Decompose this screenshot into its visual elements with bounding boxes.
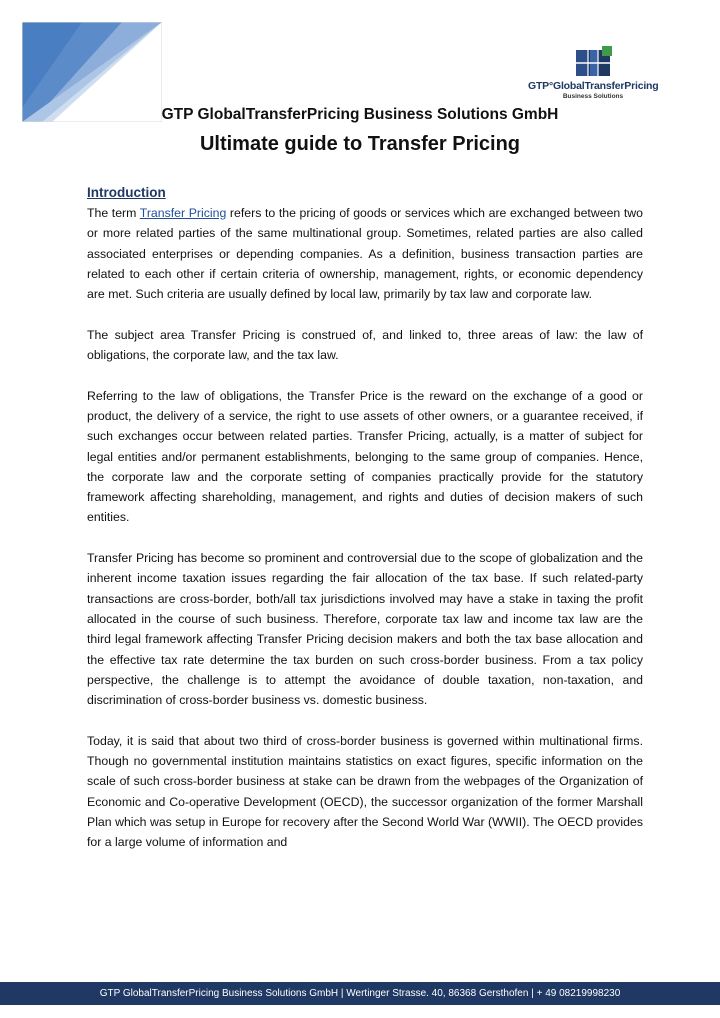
page-footer: GTP GlobalTransferPricing Business Solutions GmbH | Wertinger Strasse. 40, 86368 Gersthofen | + 49 08219998230 — [0, 982, 720, 1005]
transfer-pricing-link[interactable]: Transfer Pricing — [139, 206, 227, 220]
paragraph-4: Transfer Pricing has become so prominent and controversial due to the scope of globalization and the inherent income taxation issues regarding the fair allocation of the tax base. If such related-party transactions are cross-border, both/all tax jurisdictions involved may have a stake in taxing the profit allocated in the course of such business. Therefore, corporate tax law and income tax law are the third legal framework affecting Transfer Pricing decision makers and both the tax base allocation and the effective tax rate determine the tax burden on such cross-border business. From a tax policy perspective, the challenge is to attempt the avoidance of double taxation, non-taxation, and discrimination of cross-border business vs. domestic business. — [87, 551, 643, 708]
logo-subtext: Business Solutions — [562, 93, 624, 100]
paragraph-2: The subject area Transfer Pricing is construed of, and linked to, three areas of law: the law of obligations, the corporate law, and the tax law. — [87, 327, 643, 363]
document-body — [87, 183, 643, 873]
paragraph-1-rest: refers to the pricing of goods or services which are exchanged between two or more related parties of the same multinational group. Sometimes, related parties are also called associated enterprises or depending companies. As a definition, business transaction parties are related to each other if certain criteria of ownership, management, rights, or economic dependency are met. Such criteria are usually defined by local law, primarily by tax law and corporate law. — [87, 206, 643, 302]
logo-icon — [574, 46, 614, 78]
company-name: GTP GlobalTransferPricing Business Solutions GmbH — [161, 106, 559, 123]
paragraph-3: Referring to the law of obligations, the Transfer Price is the reward on the exchange of a good or product, the delivery of a service, the right to use assets of other owners, or a guarantee received, if such exchanges occur between related parties. Transfer Pricing, actually, is a matter of subject for legal entities and/or permanent establishments, belonging to the same group of companies. Hence, the corporate law and the corporate setting of companies practically provide for the statutory framework affecting shareholding, management, and rights and duties of decision makers of such entities. — [87, 388, 643, 525]
section-heading: Introduction — [87, 185, 166, 200]
document-title: Ultimate guide to Transfer Pricing — [199, 133, 521, 155]
logo-text: GTP°GlobalTransferPricing — [528, 80, 659, 92]
paragraph-1 — [87, 203, 643, 304]
company-logo — [528, 46, 658, 102]
paragraph-5: Today, it is said that about two third of cross-border business is governed within multinational firms. Though no governmental institution maintains statistics on exact figures, specific information on the scale of such cross-border business at stake can be drawn from the webpages of the Organization of Economic and Co-operative Development (OECD), the successor organization of the former Marshall Plan which was setup in Europe for recovery after the Second World War (WWII). The OECD provides for a large volume of information and — [87, 733, 643, 850]
paragraph-1-start: The term — [87, 206, 140, 220]
